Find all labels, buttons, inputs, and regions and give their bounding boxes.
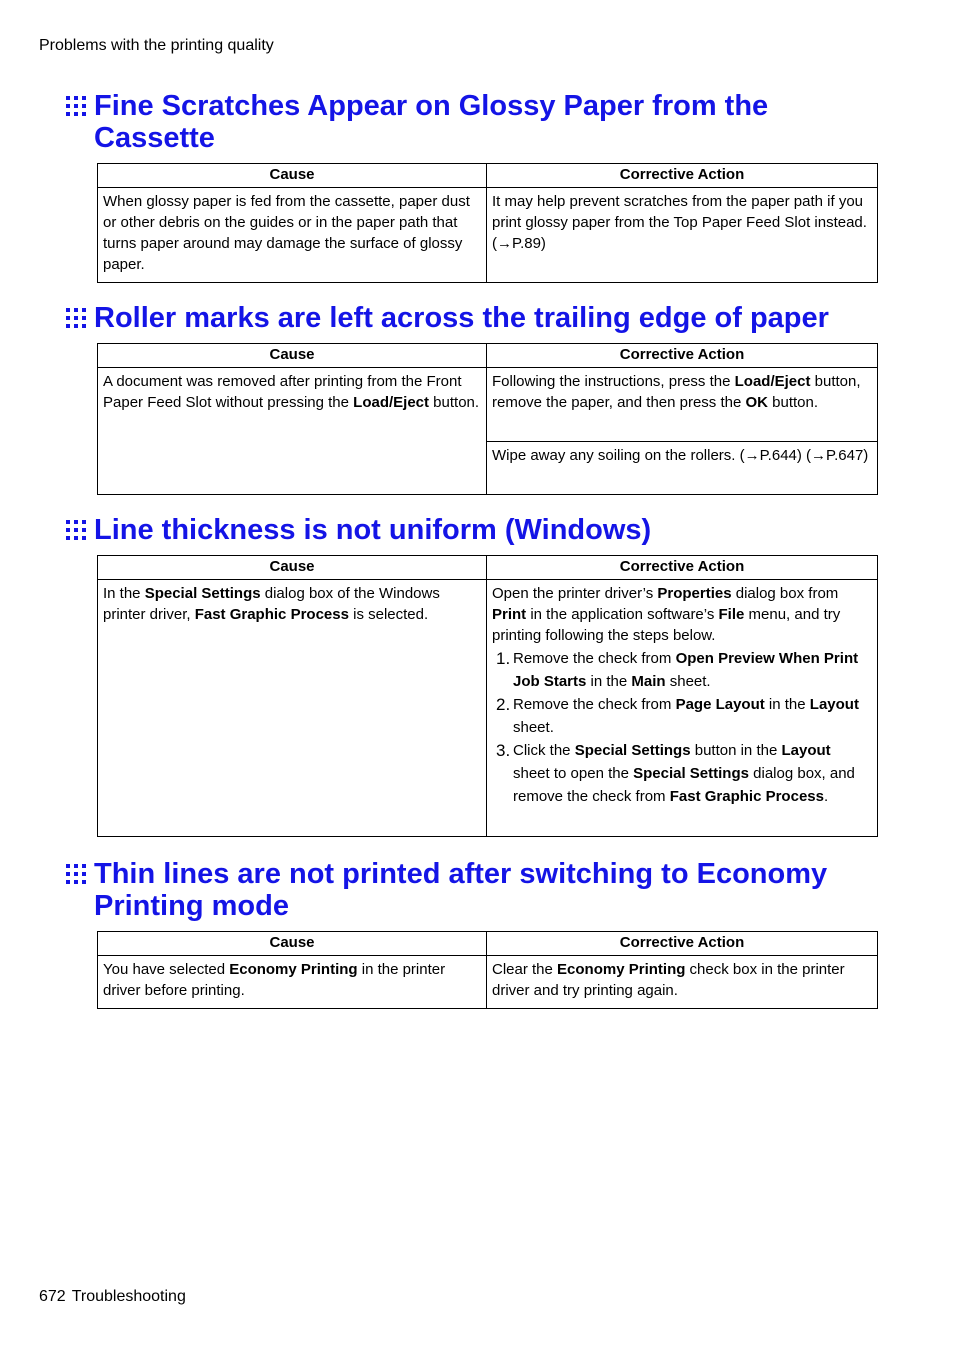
- grid-dot: [82, 308, 86, 312]
- section-heading: [64, 514, 884, 546]
- section-thin-lines: [64, 858, 884, 1009]
- action-cell: Clear the Economy Printing check box in the printer driver and try printing again.: [487, 956, 878, 1009]
- cause-action-table: [97, 163, 878, 283]
- grid-dot: [66, 864, 70, 868]
- section-fine-scratches: [64, 90, 884, 283]
- steps-list: [492, 647, 872, 808]
- cause-header: Cause: [98, 344, 487, 368]
- action-header: Corrective Action: [487, 556, 878, 580]
- grid-dot: [74, 536, 78, 540]
- grid-dot: [74, 104, 78, 108]
- section-line-thickness: [64, 514, 884, 837]
- list-item: 3. Click the Special Settings button in the Layout sheet to open the Special Settings dialog box, and remove the check from Fast Graphic Process.: [496, 741, 855, 805]
- grid-dot: [74, 308, 78, 312]
- grid-dot: [66, 316, 70, 320]
- section-heading: [64, 858, 884, 922]
- cause-header: Cause: [98, 164, 487, 188]
- page-number: 672: [39, 1288, 66, 1305]
- grid-dot: [66, 872, 70, 876]
- grid-dot: [82, 880, 86, 884]
- grid-dot: [82, 96, 86, 100]
- grid-dot: [74, 316, 78, 320]
- grid-dot: [66, 324, 70, 328]
- grid-dot: [74, 528, 78, 532]
- action-cell: [487, 580, 878, 837]
- action-intro: Open the printer driver’s Properties dialog box from Print in the application software’s File menu, and try printing following the steps below.: [492, 585, 841, 644]
- grid-dot: [66, 308, 70, 312]
- grid-dot: [82, 864, 86, 868]
- grid-dot: [82, 520, 86, 524]
- cause-cell: You have selected Economy Printing in the printer driver before printing.: [98, 956, 487, 1009]
- grid-dot: [74, 880, 78, 884]
- grid-dot: [74, 872, 78, 876]
- list-item: 1. Remove the check from Open Preview When Print Job Starts in the Main sheet.: [496, 649, 859, 690]
- grid-dot: [82, 316, 86, 320]
- grid-dot: [82, 324, 86, 328]
- cause-action-table: [97, 555, 878, 837]
- step-number: 2.: [496, 695, 511, 714]
- grid-dot: [66, 528, 70, 532]
- grid-dots-icon: [65, 95, 87, 117]
- action-cell: Following the instructions, press the Load/Eject button, remove the paper, and then press the OK button.: [487, 368, 878, 442]
- grid-dots-icon: [65, 307, 87, 329]
- section-title: Roller marks are left across the trailing edge of paper: [94, 302, 829, 334]
- grid-dot: [74, 324, 78, 328]
- grid-dot: [74, 112, 78, 116]
- grid-dot: [66, 104, 70, 108]
- grid-dot: [82, 536, 86, 540]
- grid-dot: [66, 112, 70, 116]
- cause-header: Cause: [98, 556, 487, 580]
- page-footer: [39, 1288, 186, 1306]
- running-head: Problems with the printing quality: [39, 37, 274, 54]
- grid-dot: [66, 536, 70, 540]
- cause-cell: A document was removed after printing from the Front Paper Feed Slot without pressing the Load/Eject button.: [98, 368, 487, 495]
- action-header: Corrective Action: [487, 344, 878, 368]
- grid-dot: [74, 520, 78, 524]
- grid-dot: [66, 96, 70, 100]
- action-header: Corrective Action: [487, 164, 878, 188]
- grid-dot: [66, 880, 70, 884]
- cause-cell: When glossy paper is fed from the cassette, paper dust or other debris on the guides or in the paper path that turns paper around may damage the surface of glossy paper.: [98, 188, 487, 283]
- step-number: 1.: [496, 649, 511, 668]
- section-title: Thin lines are not printed after switching to Economy Printing mode: [94, 858, 828, 922]
- grid-dot: [82, 528, 86, 532]
- list-item: 2. Remove the check from Page Layout in the Layout sheet.: [496, 695, 859, 736]
- cause-header: Cause: [98, 932, 487, 956]
- section-heading: [64, 302, 884, 334]
- section-title: Fine Scratches Appear on Glossy Paper from the Cassette: [94, 90, 769, 154]
- footer-section: Troubleshooting: [71, 1288, 186, 1305]
- grid-dot: [82, 872, 86, 876]
- grid-dot: [82, 112, 86, 116]
- action-cell: It may help prevent scratches from the paper path if you print glossy paper from the Top Paper Feed Slot instead. (→P.89): [487, 188, 878, 283]
- section-title: Line thickness is not uniform (Windows): [94, 514, 652, 546]
- step-number: 3.: [496, 741, 511, 760]
- grid-dots-icon: [65, 519, 87, 541]
- grid-dot: [74, 864, 78, 868]
- cause-action-table: [97, 931, 878, 1009]
- grid-dot: [74, 96, 78, 100]
- section-roller-marks: [64, 302, 884, 495]
- action-header: Corrective Action: [487, 932, 878, 956]
- section-heading: [64, 90, 884, 154]
- grid-dot: [82, 104, 86, 108]
- grid-dots-icon: [65, 863, 87, 885]
- cause-action-table: [97, 343, 878, 495]
- action-cell: Wipe away any soiling on the rollers. (→P.644) (→P.647): [487, 442, 878, 495]
- cause-cell: In the Special Settings dialog box of the Windows printer driver, Fast Graphic Process is selected.: [98, 580, 487, 837]
- grid-dot: [66, 520, 70, 524]
